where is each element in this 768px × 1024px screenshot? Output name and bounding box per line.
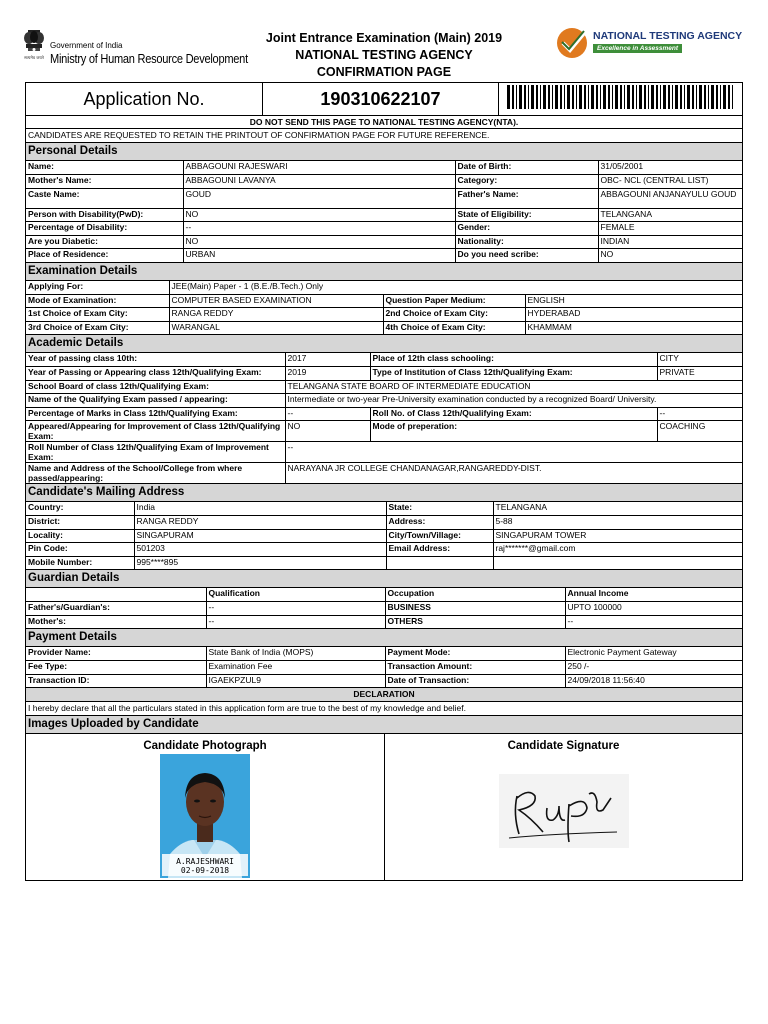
section-mailing-address: Candidate's Mailing Address — [26, 484, 742, 502]
cell-value: URBAN — [183, 249, 455, 263]
cell-value: IGAEKPZUL9 — [206, 674, 385, 688]
cell-value: 501203 — [134, 543, 386, 557]
cell-label: Year of Passing or Appearing class 12th/Qualifying Exam: — [26, 367, 285, 381]
retain-instruction: CANDIDATES ARE REQUESTED TO RETAIN THE PRINTOUT OF CONFIRMATION PAGE FOR FUTURE REFERENCE. — [26, 129, 742, 143]
confirmation-form — [25, 82, 743, 881]
cell-value: India — [134, 502, 386, 516]
table-row — [26, 208, 742, 222]
cell-value: 2019 — [285, 367, 370, 381]
table-row — [26, 661, 742, 675]
cell-value: Intermediate or two-year Pre-University examination conducted by a recognized Board/ University. — [285, 394, 742, 408]
cell-label: Applying For: — [26, 281, 169, 295]
cell-label: Fee Type: — [26, 661, 206, 675]
cell-value: Examination Fee — [206, 661, 385, 675]
cell-value — [493, 556, 742, 570]
moe-logo — [20, 28, 248, 78]
cell-value: GOUD — [183, 188, 455, 208]
cell-label: Transaction Amount: — [385, 661, 565, 675]
cell-value: TELANGANA — [493, 502, 742, 516]
cell-value: 2017 — [285, 353, 370, 367]
cell-label: Place of 12th class schooling: — [370, 353, 657, 367]
cell-label: Date of Birth: — [455, 161, 598, 175]
cell-value: NO — [183, 235, 455, 249]
table-row — [26, 353, 742, 367]
cell-value: KHAMMAM — [525, 321, 742, 335]
cell-label: Provider Name: — [26, 647, 206, 661]
nta-check-icon — [555, 25, 591, 61]
cell-label: Father's/Guardian's: — [26, 602, 206, 616]
table-row — [26, 407, 742, 421]
cell-label: Gender: — [455, 222, 598, 236]
cell-value: raj*******@gmail.com — [493, 543, 742, 557]
photo-label: Candidate Photograph — [143, 740, 267, 752]
table-header-row — [26, 588, 742, 602]
cell-label: Country: — [26, 502, 134, 516]
table-row — [26, 188, 742, 208]
cell-label: Date of Transaction: — [385, 674, 565, 688]
cell-label: Are you Diabetic: — [26, 235, 183, 249]
cell-value: -- — [206, 615, 385, 629]
table-row — [26, 222, 742, 236]
application-number-row — [26, 83, 742, 116]
cell-label: Place of Residence: — [26, 249, 183, 263]
cell-label: Pin Code: — [26, 543, 134, 557]
cell-value: RANGA REDDY — [134, 516, 386, 530]
cell-value: 5-88 — [493, 516, 742, 530]
table-row — [26, 647, 742, 661]
column-header — [26, 588, 206, 602]
table-row — [26, 308, 742, 322]
cell-label: Payment Mode: — [385, 647, 565, 661]
cell-value: NARAYANA JR COLLEGE CHANDANAGAR,RANGAREDDY-DIST. — [285, 463, 742, 484]
section-guardian-details: Guardian Details — [26, 570, 742, 588]
cell-value: JEE(Main) Paper - 1 (B.E./B.Tech.) Only — [169, 281, 742, 295]
uploaded-images — [26, 734, 742, 880]
table-row — [26, 281, 742, 295]
page-header — [0, 0, 768, 82]
examination-details-table — [26, 281, 742, 336]
guardian-details-table — [26, 588, 742, 629]
cell-label: OTHERS — [385, 615, 565, 629]
agency-name: NATIONAL TESTING AGENCY — [295, 48, 473, 62]
table-row — [26, 367, 742, 381]
cell-value: OBC- NCL (CENTRAL LIST) — [598, 175, 742, 189]
cell-label: BUSINESS — [385, 602, 565, 616]
cell-value: 250 /- — [565, 661, 742, 675]
cell-label: Appeared/Appearing for Improvement of Class 12th/Qualifying Exam: — [26, 421, 285, 442]
photo-panel — [26, 734, 385, 880]
cell-value: NO — [285, 421, 370, 442]
table-row — [26, 421, 742, 442]
cell-value: ABBAGOUNI LAVANYA — [183, 175, 455, 189]
section-personal-details: Personal Details — [26, 143, 742, 161]
cell-label: Percentage of Marks in Class 12th/Qualifying Exam: — [26, 407, 285, 421]
signature-label: Candidate Signature — [507, 740, 620, 752]
cell-label: School Board of class 12th/Qualifying Exam: — [26, 380, 285, 394]
cell-label: Type of Institution of Class 12th/Qualifying Exam: — [370, 367, 657, 381]
table-row — [26, 463, 742, 484]
table-row — [26, 235, 742, 249]
cell-label: Name of the Qualifying Exam passed / appearing: — [26, 394, 285, 408]
cell-value: State Bank of India (MOPS) — [206, 647, 385, 661]
cell-label: 4th Choice of Exam City: — [383, 321, 525, 335]
column-header: Annual Income — [565, 588, 742, 602]
table-row — [26, 294, 742, 308]
cell-label: Mother's Name: — [26, 175, 183, 189]
header-titles — [248, 30, 520, 81]
cell-value: TELANGANA — [598, 208, 742, 222]
cell-label: Nationality: — [455, 235, 598, 249]
candidate-photo — [160, 754, 250, 878]
page-type: CONFIRMATION PAGE — [316, 65, 452, 79]
cell-label: Locality: — [26, 529, 134, 543]
cell-value: CITY — [657, 353, 742, 367]
ministry-name: Ministry of Human Resource Development — [50, 51, 248, 66]
cell-label: Mode of Examination: — [26, 294, 169, 308]
cell-label: Caste Name: — [26, 188, 183, 208]
cell-label: Mode of preperation: — [370, 421, 657, 442]
cell-value: -- — [285, 407, 370, 421]
cell-label: Year of passing class 10th: — [26, 353, 285, 367]
table-row — [26, 161, 742, 175]
cell-label: Roll Number of Class 12th/Qualifying Exam of Improvement Exam: — [26, 442, 285, 463]
cell-label: State of Eligibility: — [455, 208, 598, 222]
table-row — [26, 249, 742, 263]
table-row — [26, 556, 742, 570]
barcode — [499, 83, 742, 116]
table-row — [26, 442, 742, 463]
cell-value: -- — [657, 407, 742, 421]
payment-details-table — [26, 647, 742, 688]
cell-label: Roll No. of Class 12th/Qualifying Exam: — [370, 407, 657, 421]
table-row — [26, 394, 742, 408]
cell-value: -- — [565, 615, 742, 629]
cell-label: Name and Address of the School/College from where passed/appearing: — [26, 463, 285, 484]
cell-value: 24/09/2018 11:56:40 — [565, 674, 742, 688]
table-row — [26, 502, 742, 516]
section-examination-details: Examination Details — [26, 263, 742, 281]
cell-value: -- — [206, 602, 385, 616]
cell-label: Category: — [455, 175, 598, 189]
cell-label: 2nd Choice of Exam City: — [383, 308, 525, 322]
cell-label: State: — [386, 502, 493, 516]
cell-label: Name: — [26, 161, 183, 175]
table-row — [26, 175, 742, 189]
cell-value: NO — [183, 208, 455, 222]
nta-name-text: NATIONAL TESTING AGENCY — [593, 30, 743, 42]
table-row — [26, 321, 742, 335]
cell-label: 1st Choice of Exam City: — [26, 308, 169, 322]
cell-value: COMPUTER BASED EXAMINATION — [169, 294, 383, 308]
column-header: Qualification — [206, 588, 385, 602]
table-row — [26, 380, 742, 394]
cell-label: Transaction ID: — [26, 674, 206, 688]
cell-value: -- — [285, 442, 742, 463]
cell-label — [386, 556, 493, 570]
nta-tagline: Excellence in Assessment — [593, 44, 682, 53]
cell-label: District: — [26, 516, 134, 530]
svg-text:सत्यमेव जयते: सत्यमेव जयते — [24, 55, 44, 60]
table-row — [26, 543, 742, 557]
cell-label: Address: — [386, 516, 493, 530]
cell-label: City/Town/Village: — [386, 529, 493, 543]
photo-caption-date: 02-09-2018 — [180, 866, 230, 875]
cell-value: SINGAPURAM — [134, 529, 386, 543]
notice-text: DO NOT SEND THIS PAGE TO NATIONAL TESTING AGENCY(NTA). — [26, 116, 742, 129]
declaration-heading: DECLARATION — [26, 688, 742, 702]
section-uploaded-images: Images Uploaded by Candidate — [26, 716, 742, 734]
cell-label: Father's Name: — [455, 188, 598, 208]
nta-logo — [555, 25, 760, 65]
cell-label: Email Address: — [386, 543, 493, 557]
cell-label: Percentage of Disability: — [26, 222, 183, 236]
cell-label: Do you need scribe: — [455, 249, 598, 263]
cell-value: ENGLISH — [525, 294, 742, 308]
cell-value: FEMALE — [598, 222, 742, 236]
cell-value: ABBAGOUNI ANJANAYULU GOUD — [598, 188, 742, 208]
cell-value: SINGAPURAM TOWER — [493, 529, 742, 543]
application-number-label: Application No. — [26, 83, 263, 116]
section-academic-details: Academic Details — [26, 335, 742, 353]
government-of-india-text: Government of India — [50, 41, 123, 50]
cell-value: -- — [183, 222, 455, 236]
cell-value: 995****895 — [134, 556, 386, 570]
table-row — [26, 674, 742, 688]
photo-caption-name: A.RAJESHWARI — [176, 857, 234, 866]
cell-label: Mother's: — [26, 615, 206, 629]
cell-value: 31/05/2001 — [598, 161, 742, 175]
exam-name: Joint Entrance Examination (Main) 2019 — [265, 31, 503, 45]
candidate-signature — [499, 774, 629, 848]
personal-details-table — [26, 161, 742, 263]
table-row — [26, 529, 742, 543]
declaration-text: I hereby declare that all the particulars stated in this application form are true to the best of my knowledge and belief. — [26, 702, 742, 716]
national-emblem-icon — [20, 28, 48, 76]
cell-label: 3rd Choice of Exam City: — [26, 321, 169, 335]
table-row — [26, 602, 742, 616]
cell-value: RANGA REDDY — [169, 308, 383, 322]
cell-value: COACHING — [657, 421, 742, 442]
cell-value: HYDERABAD — [525, 308, 742, 322]
signature-panel — [385, 734, 742, 880]
table-row — [26, 516, 742, 530]
cell-label: Mobile Number: — [26, 556, 134, 570]
barcode-icon — [507, 85, 737, 113]
academic-details-table — [26, 353, 742, 484]
application-number-value: 190310622107 — [263, 83, 499, 116]
column-header: Occupation — [385, 588, 565, 602]
cell-value: INDIAN — [598, 235, 742, 249]
cell-value: Electronic Payment Gateway — [565, 647, 742, 661]
cell-value: ABBAGOUNI RAJESWARI — [183, 161, 455, 175]
cell-value: PRIVATE — [657, 367, 742, 381]
mailing-address-table — [26, 502, 742, 570]
section-payment-details: Payment Details — [26, 629, 742, 647]
cell-value: NO — [598, 249, 742, 263]
cell-label: Person with Disability(PwD): — [26, 208, 183, 222]
table-row — [26, 615, 742, 629]
cell-value: UPTO 100000 — [565, 602, 742, 616]
cell-value: TELANGANA STATE BOARD OF INTERMEDIATE EDUCATION — [285, 380, 742, 394]
cell-value: WARANGAL — [169, 321, 383, 335]
cell-label: Question Paper Medium: — [383, 294, 525, 308]
